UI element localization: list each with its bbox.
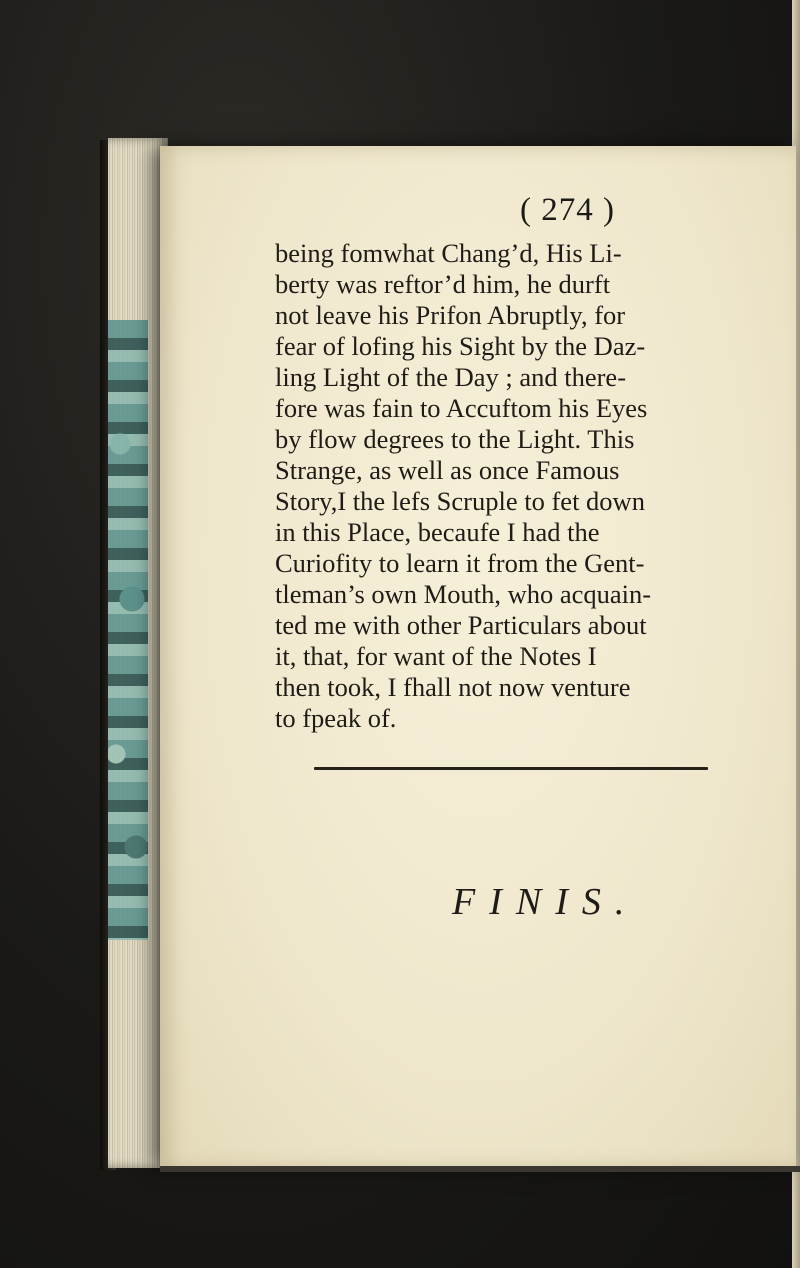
page-number: ( 274 ) [520,192,615,228]
text-line: fore was fain to Accuftom his Eyes [275,393,648,423]
text-line: tleman’s own Mouth, who acquain- [275,579,652,609]
text-line: in this Place, becaufe I had the [275,517,600,547]
horizontal-rule [314,767,708,770]
text-line: to fpeak of. [275,703,397,733]
text-line: then took, I fhall not now venture [275,672,631,702]
text-line: fear of lofing his Sight by the Daz- [275,331,646,361]
text-line: ling Light of the Day ; and there- [275,362,627,392]
page-bottom-edge [160,1166,800,1172]
text-line: not leave his Prifon Abruptly, for [275,300,626,330]
text-line: by flow degrees to the Light. This [275,424,635,454]
text-line: berty was reftor’d him, he durft [275,269,611,299]
text-line: it, that, for want of the Notes I [275,641,597,671]
text-line: ted me with other Particulars about [275,610,647,640]
text-line: Curiofity to learn it from the Gent- [275,548,645,578]
text-line: Strange, as well as once Famous [275,455,620,485]
finis-heading: FINIS. [452,881,639,923]
text-line: Story,I the lefs Scruple to fet down [275,486,645,516]
marbled-edge [108,320,148,940]
text-line: being fomwhat Chang’d, His Li- [275,238,622,268]
